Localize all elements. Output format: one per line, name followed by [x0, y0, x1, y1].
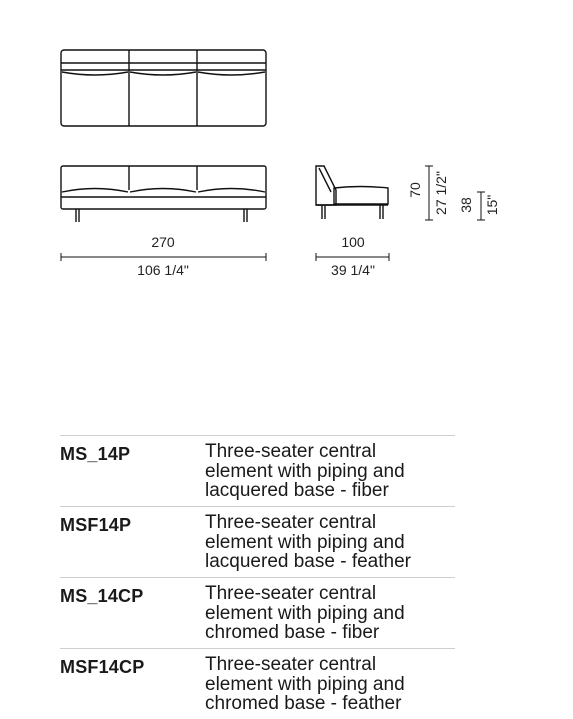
- product-table: [60, 435, 455, 719]
- seat-height-dimension: [458, 192, 500, 220]
- sofa-top-view: [61, 50, 266, 126]
- product-row: [60, 577, 455, 648]
- description-line: lacquered base - fiber: [205, 480, 389, 501]
- product-code: MS_14CP: [60, 586, 144, 606]
- product-code: MS_14P: [60, 444, 131, 464]
- description-line: Three-seater central: [205, 654, 377, 675]
- description-line: chromed base - fiber: [205, 622, 380, 643]
- height-in-label: 27 1/2": [433, 171, 449, 215]
- description-line: chromed base - feather: [205, 693, 402, 714]
- depth-in-label: 39 1/4": [331, 262, 375, 278]
- width-in-label: 106 1/4": [137, 262, 189, 278]
- description-line: Three-seater central: [205, 583, 377, 604]
- product-code: MSF14P: [60, 515, 132, 535]
- product-description: [205, 578, 455, 648]
- description-line: lacquered base - feather: [205, 551, 411, 572]
- seat-cm-label: 38: [458, 197, 474, 213]
- product-row: [60, 435, 455, 506]
- height-dimension: [407, 166, 449, 220]
- product-description: [205, 649, 455, 719]
- description-line: element with piping and: [205, 673, 405, 695]
- width-dimension: [61, 234, 266, 278]
- depth-cm-label: 100: [341, 234, 365, 250]
- product-description: [205, 507, 455, 577]
- description-line: element with piping and: [205, 531, 405, 553]
- technical-drawing: [0, 0, 573, 300]
- product-description: [205, 436, 455, 506]
- description-line: element with piping and: [205, 460, 405, 482]
- sofa-side-view: [316, 166, 388, 219]
- product-code: MSF14CP: [60, 657, 145, 677]
- height-cm-label: 70: [407, 182, 423, 198]
- width-cm-label: 270: [151, 234, 175, 250]
- seat-in-label: 15": [484, 194, 500, 216]
- description-line: Three-seater central: [205, 512, 377, 533]
- sofa-front-view: [61, 166, 266, 222]
- description-line: element with piping and: [205, 602, 405, 624]
- depth-dimension: [316, 234, 389, 278]
- product-row: [60, 648, 455, 719]
- description-line: Three-seater central: [205, 441, 377, 462]
- product-row: [60, 506, 455, 577]
